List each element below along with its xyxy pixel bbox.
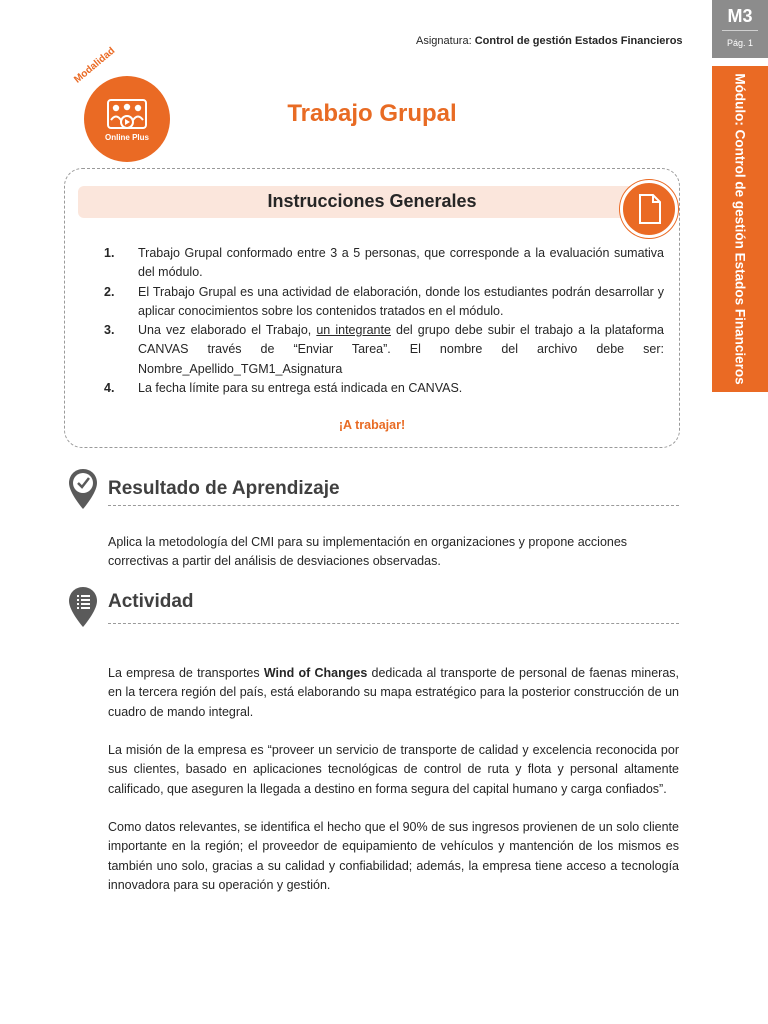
list-item [104,379,664,398]
tab-divider [722,30,758,31]
paragraph-text: dedicada al transporte de personal de faenas mineras, en la tercera región del país, está elaborando su mapa estratégico para la posterior construcción de un cuadro de mando integral. [108,666,679,719]
module-code: M3 [727,6,753,26]
document-glyph [623,183,675,235]
module-title-tab [712,66,768,392]
activity-paragraph-2: La misión de la empresa es “proveer un servicio de transporte de calidad y excelencia reconocida por sus clientes, basado en aplicaciones tecnológicas de control de ruta y flota y personal altamente calificado, que aseguren la llegada a destino en forma segura del capital humano y carga confiados”. [108,743,679,796]
item-text: La fecha límite para su entrega está indicada en CANVAS. [138,381,463,396]
module-code-tab [712,0,768,58]
badge-arc-text: Modalidad [72,45,118,86]
instructions-heading: Instrucciones Generales [267,191,477,211]
item-number: 2. [104,284,115,299]
company-name: Wind of Changes [263,666,368,680]
activity-heading: Actividad [108,591,194,612]
instructions-list [104,244,664,398]
closing-text: ¡A trabajar! [338,418,406,432]
section-divider [108,505,679,506]
learning-heading: Resultado de Aprendizaje [108,478,340,499]
activity-paragraph-3: Como datos relevantes, se identifica el hecho que el 90% de sus ingresos provienen de un solo cliente importante en la región; el proveedor de equipamiento de vehículos y mantención de los mismos es también uno solo, gracias a su calidad y confiabilidad; además, la empresa tiene acceso a tecnología innovadora para su operación y gestión. [108,820,679,892]
item-number: 3. [104,323,115,338]
module-title: Módulo: Control de gestión Estados Financieros [732,73,748,385]
section-divider [108,623,679,624]
item-number: 4. [104,381,115,396]
subject-label: Asignatura: [416,35,472,47]
item-text-b: del grupo debe subir el trabajo a la plataforma CANVAS través de “Enviar Tarea”. El nombre del archivo debe ser: Nombre_Apellido_TGM1_Asignatura [138,323,664,376]
subject-header [416,35,683,47]
item-text: Trabajo Grupal conformado entre 3 a 5 personas, que corresponde a la evaluación sumativa del módulo. [138,246,664,280]
checkmark-pin-icon [68,468,98,510]
modality-badge [84,76,170,162]
activity-paragraph-1 [108,664,679,722]
page-title: Trabajo Grupal [287,100,457,127]
paragraph-text: La empresa de transportes [108,666,264,680]
list-item [104,321,664,379]
page-number: Pág. 1 [726,38,754,48]
subject-name: Control de gestión Estados Financieros [474,35,683,47]
item-text-a: Una vez elaborado el Trabajo, [138,323,317,338]
item-text-underlined: un integrante [316,323,391,338]
learning-text: Aplica la metodología del CMI para su implementación en organizaciones y propone acciones correctivas a partir del análisis de desviaciones observadas. [108,535,628,569]
list-item [104,244,664,283]
online-class-icon [84,76,170,162]
list-item [104,283,664,322]
item-text: El Trabajo Grupal es una actividad de elaboración, donde los estudiantes podrán desarrollar y aplicar conocimientos sobre los contenidos tratados en el módulo. [138,284,664,318]
list-pin-icon [68,586,98,628]
document-icon [620,180,678,238]
badge-label: Online Plus [104,133,149,142]
item-number: 1. [104,246,115,260]
